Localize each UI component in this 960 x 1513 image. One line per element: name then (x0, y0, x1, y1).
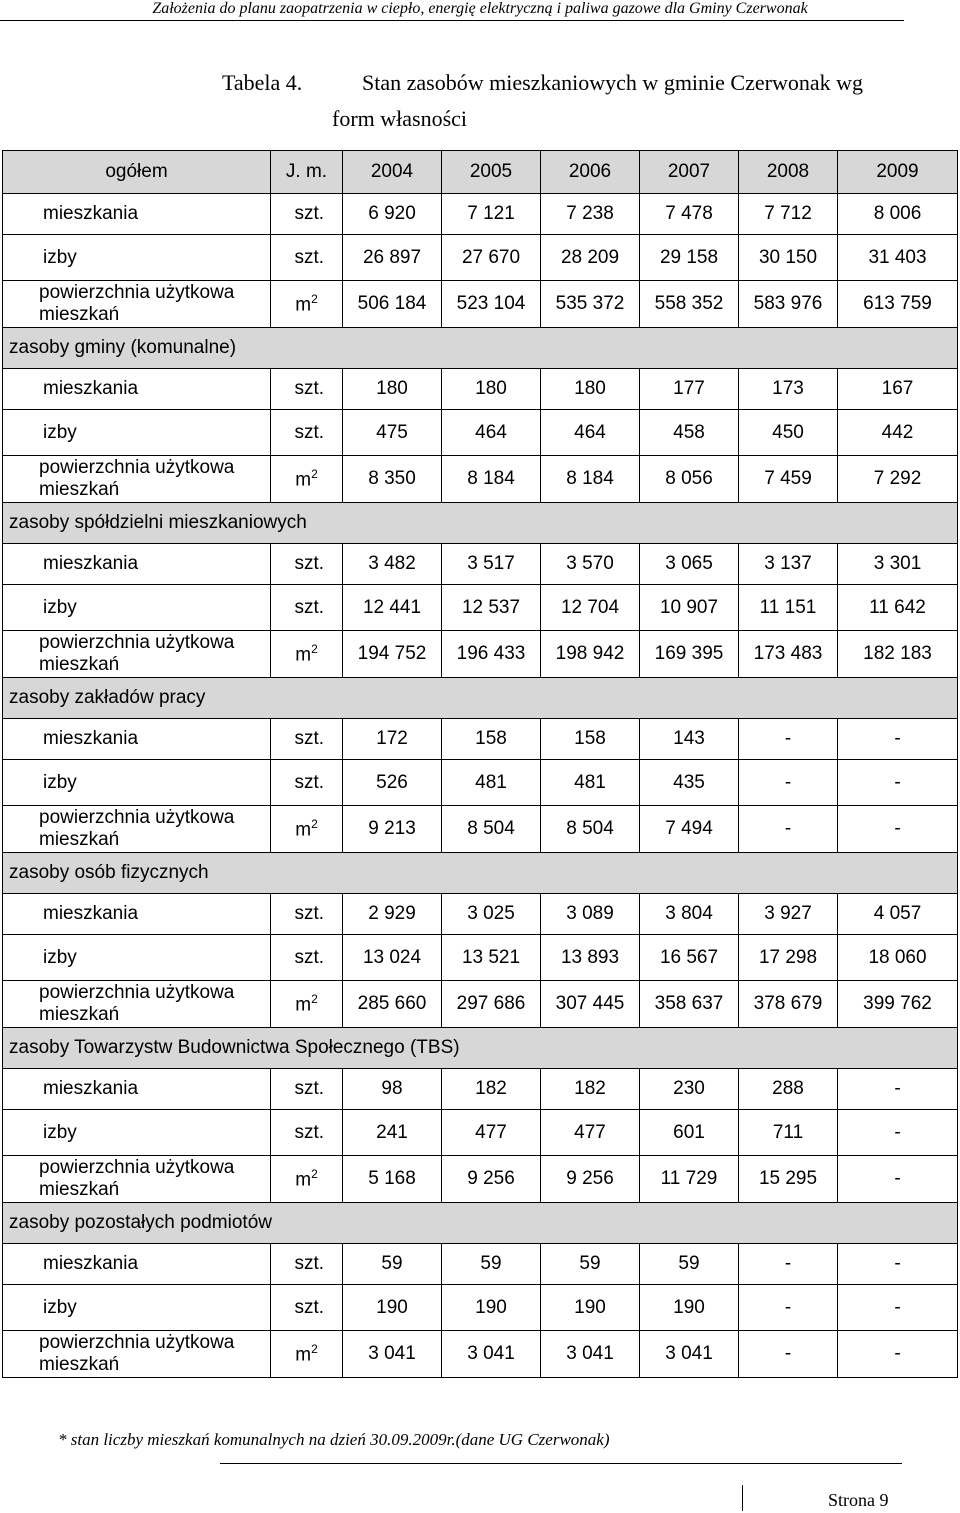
row-unit (271, 410, 343, 456)
table-cell: 5 168 (343, 1156, 442, 1203)
unit-exponent: 2 (311, 1341, 318, 1356)
unit-text: m (295, 294, 312, 316)
table-cell: - (838, 1110, 958, 1156)
table-row (3, 1244, 958, 1285)
table-title-line2: form własności (332, 106, 468, 131)
table-cell: 3 041 (541, 1331, 640, 1378)
table-cell: 98 (343, 1069, 442, 1110)
table-cell: 8 056 (640, 456, 739, 503)
column-header: 2006 (541, 151, 640, 194)
table-cell: 477 (541, 1110, 640, 1156)
table-cell: 169 395 (640, 631, 739, 678)
row-unit (271, 1244, 343, 1285)
table-cell: 198 942 (541, 631, 640, 678)
unit-text: szt. (294, 553, 324, 574)
table-cell: 288 (739, 1069, 838, 1110)
unit-text: szt. (294, 1078, 324, 1099)
column-header: J. m. (271, 151, 343, 194)
footer-rule (220, 1463, 902, 1464)
table-cell: 3 517 (442, 544, 541, 585)
table-cell: 481 (442, 760, 541, 806)
table-cell: 3 570 (541, 544, 640, 585)
table-cell: 506 184 (343, 281, 442, 328)
table-cell: 3 041 (343, 1331, 442, 1378)
table-cell: 523 104 (442, 281, 541, 328)
table-cell: 31 403 (838, 235, 958, 281)
row-unit (271, 369, 343, 410)
table-cell: 190 (343, 1285, 442, 1331)
table-row (3, 1110, 958, 1156)
section-title: zasoby gminy (komunalne) (3, 328, 958, 369)
table-cell: 8 504 (442, 806, 541, 853)
table-row (3, 935, 958, 981)
table-cell: 11 729 (640, 1156, 739, 1203)
row-label: mieszkania (3, 369, 271, 410)
table-cell: 2 929 (343, 894, 442, 935)
footer-divider (742, 1485, 743, 1511)
unit-text: szt. (294, 246, 324, 268)
table-cell: 230 (640, 1069, 739, 1110)
unit-text: szt. (294, 728, 324, 749)
row-label: powierzchnia użytkowa mieszkań (3, 456, 271, 503)
table-cell: - (739, 1285, 838, 1331)
table-cell: 59 (541, 1244, 640, 1285)
section-title: zasoby osób fizycznych (3, 853, 958, 894)
table-cell: 358 637 (640, 981, 739, 1028)
table-cell: 535 372 (541, 281, 640, 328)
table-cell: 13 024 (343, 935, 442, 981)
table-cell: 194 752 (343, 631, 442, 678)
table-cell: 180 (541, 369, 640, 410)
table-cell: 167 (838, 369, 958, 410)
column-header: 2009 (838, 151, 958, 194)
table-row (3, 1156, 958, 1203)
table-cell: 613 759 (838, 281, 958, 328)
row-unit (271, 235, 343, 281)
table-row (3, 585, 958, 631)
unit-text: szt. (294, 1296, 324, 1318)
unit-text: szt. (294, 946, 324, 968)
table-cell: - (838, 1069, 958, 1110)
row-label: mieszkania (3, 894, 271, 935)
table-row (3, 281, 958, 328)
table-cell: 26 897 (343, 235, 442, 281)
table-cell: 182 (541, 1069, 640, 1110)
table-cell: 601 (640, 1110, 739, 1156)
unit-text: szt. (294, 596, 324, 618)
column-header: ogółem (3, 151, 271, 194)
table-cell: 27 670 (442, 235, 541, 281)
table-cell: 558 352 (640, 281, 739, 328)
table-cell: 3 804 (640, 894, 739, 935)
row-label: mieszkania (3, 544, 271, 585)
table-cell: 3 089 (541, 894, 640, 935)
row-label: izby (3, 1285, 271, 1331)
row-label: izby (3, 760, 271, 806)
table-cell: - (838, 1331, 958, 1378)
table-cell: 3 041 (442, 1331, 541, 1378)
table-caption (222, 70, 863, 96)
table-cell: 7 478 (640, 194, 739, 235)
unit-text: szt. (294, 203, 324, 224)
section-header-row (3, 1203, 958, 1244)
table-cell: - (838, 760, 958, 806)
table-cell: - (838, 1156, 958, 1203)
footnote: * stan liczby mieszkań komunalnych na dzień 30.09.2009r.(dane UG Czerwonak) (58, 1430, 610, 1449)
table-cell: 7 494 (640, 806, 739, 853)
table-row (3, 456, 958, 503)
table-cell: 583 976 (739, 281, 838, 328)
table-row (3, 544, 958, 585)
unit-text: szt. (294, 1121, 324, 1143)
table-cell: 30 150 (739, 235, 838, 281)
table-cell: 59 (343, 1244, 442, 1285)
row-unit (271, 1069, 343, 1110)
table-cell: - (838, 719, 958, 760)
table-cell: 18 060 (838, 935, 958, 981)
table-cell: - (739, 1331, 838, 1378)
table-cell: 180 (343, 369, 442, 410)
table-cell: 173 (739, 369, 838, 410)
table-cell: 177 (640, 369, 739, 410)
row-label: mieszkania (3, 194, 271, 235)
table-cell: 59 (442, 1244, 541, 1285)
table-cell: 450 (739, 410, 838, 456)
table-cell: 464 (442, 410, 541, 456)
table-cell: 13 521 (442, 935, 541, 981)
table-cell: - (739, 760, 838, 806)
row-label: powierzchnia użytkowa mieszkań (3, 631, 271, 678)
row-label: powierzchnia użytkowa mieszkań (3, 1331, 271, 1378)
row-label: mieszkania (3, 719, 271, 760)
page-number: Strona 9 (828, 1490, 889, 1510)
column-header: 2005 (442, 151, 541, 194)
row-unit (271, 1156, 343, 1203)
row-label: izby (3, 935, 271, 981)
table-row (3, 1069, 958, 1110)
section-header-row (3, 853, 958, 894)
table-cell: 3 482 (343, 544, 442, 585)
table-cell: 458 (640, 410, 739, 456)
table-header-row (3, 151, 958, 194)
table-cell: 442 (838, 410, 958, 456)
unit-exponent: 2 (311, 466, 318, 481)
row-unit (271, 544, 343, 585)
table-cell: 16 567 (640, 935, 739, 981)
table-cell: 399 762 (838, 981, 958, 1028)
table-cell: 158 (442, 719, 541, 760)
section-header-row (3, 328, 958, 369)
unit-exponent: 2 (311, 991, 318, 1006)
table-cell: 172 (343, 719, 442, 760)
row-unit (271, 456, 343, 503)
table-row (3, 194, 958, 235)
table-cell: 8 006 (838, 194, 958, 235)
table-cell: 11 642 (838, 585, 958, 631)
table-cell: 10 907 (640, 585, 739, 631)
table-cell: 8 184 (541, 456, 640, 503)
section-title: zasoby pozostałych podmiotów (3, 1203, 958, 1244)
unit-text: m (295, 644, 312, 666)
table-row (3, 631, 958, 678)
unit-exponent: 2 (311, 641, 318, 656)
table-cell: 17 298 (739, 935, 838, 981)
row-label: mieszkania (3, 1244, 271, 1285)
unit-text: szt. (294, 771, 324, 793)
row-unit (271, 585, 343, 631)
table-cell: 7 459 (739, 456, 838, 503)
row-label: izby (3, 585, 271, 631)
housing-stock-table (2, 150, 958, 1378)
table-cell: 711 (739, 1110, 838, 1156)
table-cell: - (739, 806, 838, 853)
table-cell: 190 (640, 1285, 739, 1331)
unit-exponent: 2 (311, 816, 318, 831)
unit-exponent: 2 (311, 1166, 318, 1181)
table-cell: - (739, 1244, 838, 1285)
table-row (3, 410, 958, 456)
table-cell: - (838, 1244, 958, 1285)
table-cell: 481 (541, 760, 640, 806)
table-cell: 182 (442, 1069, 541, 1110)
unit-text: szt. (294, 1253, 324, 1274)
table-row (3, 1285, 958, 1331)
table-cell: 9 256 (541, 1156, 640, 1203)
row-label: izby (3, 1110, 271, 1156)
table-cell: 7 292 (838, 456, 958, 503)
table-cell: 3 025 (442, 894, 541, 935)
table-cell: 11 151 (739, 585, 838, 631)
table-cell: 9 213 (343, 806, 442, 853)
table-cell: 9 256 (442, 1156, 541, 1203)
table-cell: 3 137 (739, 544, 838, 585)
table-cell: 3 041 (640, 1331, 739, 1378)
table-cell: 28 209 (541, 235, 640, 281)
column-header: 2008 (739, 151, 838, 194)
table-cell: 180 (442, 369, 541, 410)
table-row (3, 806, 958, 853)
table-row (3, 1331, 958, 1378)
table-row (3, 894, 958, 935)
unit-text: szt. (294, 903, 324, 924)
table-cell: 8 184 (442, 456, 541, 503)
row-label: izby (3, 235, 271, 281)
row-unit (271, 981, 343, 1028)
table-cell: 12 537 (442, 585, 541, 631)
table-cell: 173 483 (739, 631, 838, 678)
column-header: 2007 (640, 151, 739, 194)
unit-text: m (295, 994, 312, 1016)
row-label: mieszkania (3, 1069, 271, 1110)
table-cell: 182 183 (838, 631, 958, 678)
table-cell: 59 (640, 1244, 739, 1285)
section-title: zasoby zakładów pracy (3, 678, 958, 719)
table-cell: 7 238 (541, 194, 640, 235)
table-cell: 435 (640, 760, 739, 806)
header-rule (0, 20, 904, 21)
unit-text: m (295, 1344, 312, 1366)
table-cell: 4 057 (838, 894, 958, 935)
row-unit (271, 719, 343, 760)
table-cell: 29 158 (640, 235, 739, 281)
table-cell: 6 920 (343, 194, 442, 235)
table-cell: 15 295 (739, 1156, 838, 1203)
table-cell: 3 927 (739, 894, 838, 935)
table-row (3, 235, 958, 281)
row-label: powierzchnia użytkowa mieszkań (3, 806, 271, 853)
row-unit (271, 281, 343, 328)
table-cell: 12 704 (541, 585, 640, 631)
table-cell: 158 (541, 719, 640, 760)
table-row (3, 760, 958, 806)
table-title-line1: Stan zasobów mieszkaniowych w gminie Czerwonak wg (362, 70, 863, 95)
unit-text: szt. (294, 378, 324, 399)
row-unit (271, 760, 343, 806)
row-label: powierzchnia użytkowa mieszkań (3, 1156, 271, 1203)
table-cell: 307 445 (541, 981, 640, 1028)
table-cell: 378 679 (739, 981, 838, 1028)
section-header-row (3, 503, 958, 544)
unit-text: m (295, 469, 312, 491)
section-header-row (3, 678, 958, 719)
table-cell: 526 (343, 760, 442, 806)
table-cell: - (739, 719, 838, 760)
section-header-row (3, 1028, 958, 1069)
row-unit (271, 1285, 343, 1331)
table-cell: 7 712 (739, 194, 838, 235)
table-cell: 3 301 (838, 544, 958, 585)
table-cell: 8 504 (541, 806, 640, 853)
unit-text: m (295, 1169, 312, 1191)
table-number: Tabela 4. (222, 70, 303, 95)
column-header: 2004 (343, 151, 442, 194)
unit-exponent: 2 (311, 291, 318, 306)
unit-text: m (295, 819, 312, 841)
row-unit (271, 631, 343, 678)
row-unit (271, 1110, 343, 1156)
row-unit (271, 194, 343, 235)
row-unit (271, 935, 343, 981)
table-cell: 196 433 (442, 631, 541, 678)
table-cell: 475 (343, 410, 442, 456)
table-cell: 13 893 (541, 935, 640, 981)
row-label: powierzchnia użytkowa mieszkań (3, 281, 271, 328)
table-cell: 190 (442, 1285, 541, 1331)
table-cell: 8 350 (343, 456, 442, 503)
table-cell: - (838, 1285, 958, 1331)
table-cell: 285 660 (343, 981, 442, 1028)
table-cell: 12 441 (343, 585, 442, 631)
page-header: Założenia do planu zaopatrzenia w ciepło, energię elektryczną i paliwa gazowe dla Gminy Czerwonak (152, 0, 808, 17)
table-cell: 297 686 (442, 981, 541, 1028)
section-title: zasoby Towarzystw Budownictwa Społecznego (TBS) (3, 1028, 958, 1069)
table-cell: 190 (541, 1285, 640, 1331)
row-label: izby (3, 410, 271, 456)
table-row (3, 719, 958, 760)
unit-text: szt. (294, 421, 324, 443)
table-cell: 143 (640, 719, 739, 760)
row-unit (271, 1331, 343, 1378)
section-title: zasoby spółdzielni mieszkaniowych (3, 503, 958, 544)
row-unit (271, 894, 343, 935)
table-cell: 241 (343, 1110, 442, 1156)
row-label: powierzchnia użytkowa mieszkań (3, 981, 271, 1028)
table-cell: 3 065 (640, 544, 739, 585)
table-cell: 464 (541, 410, 640, 456)
table-cell: - (838, 806, 958, 853)
table-cell: 7 121 (442, 194, 541, 235)
table-cell: 477 (442, 1110, 541, 1156)
row-unit (271, 806, 343, 853)
table-row (3, 369, 958, 410)
table-row (3, 981, 958, 1028)
